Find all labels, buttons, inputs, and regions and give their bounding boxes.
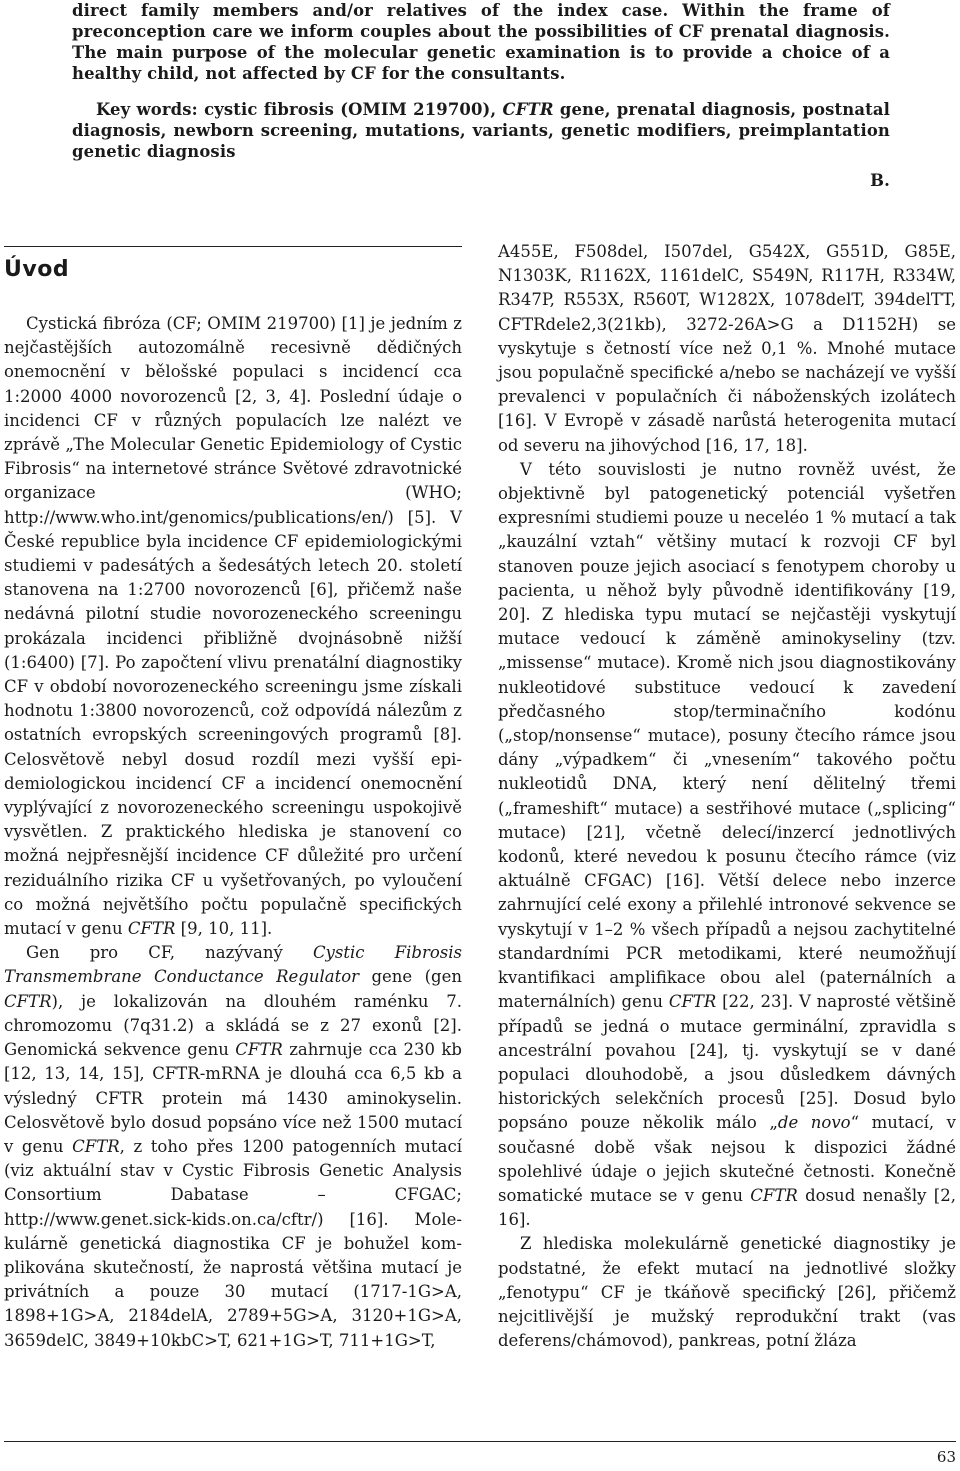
text-run: V této souvislosti je nutno rovněž uvést, že objektivně byl patogenetický potenciál vyšetřen expresními studiemi pouze u neceléo 1 % mutací a tak „kauzální vztah“ většiny mutací k rozvoji CF byl stanoven pouze jejich asociací s fenotypem choroby u pacienta, u něhož byly původně identifikovány [19, 20]. Z hlediska typu mutací se nejčastěji vyskytují mutace vedoucí k záměně aminokyseliny (tzv. „missense“ mutace). Kromě nich jsou diagnostikovány nukleotidové substituce vedoucí k zavedení předčasného stop/terminačního kodónu („stop/nonsense“ mutace), posuny čtecího rámce jsou dány „výpadkem“ či „vnesením“ takového počtu nukleotidů DNA, který není dělitelný třemi („frameshift“ mutace) a sestřihové mutace („splicing“ mutace) [21], včetně delecí/inzercí jednotlivých kodonů, které nevedou k posunu čtecího rámce (viz aktuálně CFGAC) [16]. Větší delece nebo inzerce zahrnující celé exony a přilehlé intronové sekvence se vyskytují v 1–2 % všech případů a nejsou zachytitelné standardními PCR metodikami, které neumožňují kvantifikaci amplifikace obou alel (paternálních a maternálních) genu [498,459,956,1012]
right-paragraph-2 [498,458,956,1233]
left-paragraph-2 [4,941,462,1352]
section-rule-left [4,246,462,247]
text-run: , z toho přes 1200 patogenních mutací (viz aktuální stav v Cystic Fibrosis Genetic Analysis Consortium Dabatase – CFGAC; http://www.genet.sick-kids.on.ca/cftr/) [16]. Molekulárně genetická diagnostika CF je bohužel komplikována skutečností, že naprostá většina mutací je privátních a pouze 30 mutací (1717-1G>A, 1898+1G>A, 2184delA, 2789+5G>A, 3120+1G>A, 3659delC, 3849+10kbC>T, 621+1G>T, 711+1G>T, [4,1136,462,1350]
text-run: “ mutací, v současné době však nejsou k dispozici žádné spolehlivé údaje o jejich skutečné četnosti. Konečně somatické mutace se v genu [498,1113,957,1205]
gene-name: CFTR [4,991,52,1011]
gene-name: CFTR [235,1040,283,1060]
abstract-paragraph: direct family members and/or relatives of the index case. Within the frame of preconception care we inform couples about the possibilities of CF prenatal diagnosis. The main purpose of the molecular genetic examination is to provide a choice of a healthy child, not affected by CF for the consultants. [72,1,890,83]
text-run: ), je lokalizován na dlouhém raménku 7. chromozomu (7q31.2) a skládá se z 27 exonů [2]. Genomická sekvence genu [4,991,462,1060]
right-paragraph-1: A455E, F508del, I507del, G542X, G551D, G85E, N1303K, R1162X, 1161delC, S549N, R117H, R334W, R347P, R553X, R560T, W1282X, 1078delT, 394delTT, CFTRdele2,3(21kb), 3272-26A>G a D1152H) se vyskytuje s četností více než 0,1 %. Mnohé mutace jsou populačně specifické a/nebo se nacházejí ve vyšší prevalenci v populačních či náboženských izolátech [16]. V Evropě v zásadě narůstá heterogenita mutací od severu na jihovýchod [16, 17, 18]. [498,242,956,455]
keywords-line [72,99,890,162]
gene-full-name: Cystic Fibrosis Transmembrane Conductance Regulator [4,943,462,987]
text-run: gene (gen [359,967,462,987]
keywords-gene: CFTR [502,100,554,119]
abstract-block [72,0,890,191]
text-run: Gen pro CF, nazývaný [26,943,313,963]
footer-rule [4,1441,956,1442]
de-novo-term: de novo [777,1113,851,1133]
abstract-signature: B. [870,171,890,190]
gene-name: CFTR [750,1185,798,1205]
left-column [4,312,462,1353]
gene-name: CFTR [127,919,176,939]
text-run: [22, 23]. V naprosté většině případů se jedná o mutace germinální, zpravidla s ancestrální povahou [24], tj. vyskytují se v dané populaci dlouhodobě, a jsou důsledkem dávných historických selekčních procesů [25]. Dosud bylo popsáno pouze několik málo „ [498,992,956,1133]
keywords-rest: gene, prenatal diagnosis, postnatal diagnosis, newborn screening, mutations, variants, genetic modifiers, preimplantation genetic diagnosis [72,100,890,161]
page-number: 63 [936,1448,956,1466]
text-run: zahrnuje cca 230 kb [12, 13, 14, 15], CFTR-mRNA je dlouhá cca 6,5 kb a výsledný CFTR protein má 1430 aminokyselin. Celosvětově bylo dosud popsáno více než 1500 mutací v genu [4,1040,462,1156]
gene-name: CFTR [72,1136,120,1156]
text-run: Cystická fibróza (CF; OMIM 219700) [1] je jedním z nejčastějších autozomálně recesivně dědičných onemocnění v bělošské populaci s incidencí cca 1:2000 4000 novorozenců [2, 3, 4]. Poslední údaje o incidenci CF v různých populacích lze nalézt ve zprávě „The Molecular Genetic Epidemiology of Cystic Fibrosis“ na internetové stránce Světové zdravotnické organizace (WHO; http://www.who.int/genomics/publications/en/) [5]. V České republice byla incidence CF epidemiologickými studiemi v padesátých a šedesátých letech 20. století stanovena na 1:2700 novorozenců [6], přičemž naše nedávná pilotní studie novorozeneckého screeningu prokázala incidenci přibližně dvojnásobně nižší (1:6400) [7]. Po započtení vlivu prenatální diagnostiky CF v období novorozeneckého screeningu jsme získali hodnotu 1:3800 novorozenců, což odpovídá nálezům z ostatních evropských screeningových programů [8]. Celosvětově nebyl dosud rozdíl mezi vyšší epidemiologickou incidencí CF a incidencí onemocnění vyplývající z novorozeneckého screeningu uspokojivě vysvětlen. Z praktického hlediska je stanovení co možná nejpřesnější incidence CF důležité pro určení reziduálního rizika CF u vyšetřovaných, po vyloučení co možná největšího počtu populačně specifických mutací v genu [4,314,462,939]
text-run: [9, 10, 11]. [175,919,273,939]
right-column [498,240,956,1353]
keywords-prefix: Key words: cystic fibrosis (OMIM 219700), [96,100,503,119]
gene-name: CFTR [668,992,717,1012]
section-heading: Úvod [4,257,70,282]
text-run: dosud nenašly [2, 16]. [498,1185,956,1230]
right-paragraph-3: Z hlediska molekulárně genetické diagnostiky je podstatné, že efekt mutací na jednotlivé složky „fenotypu“ CF je tkáňově specifický [26], přičemž nejcitlivější je mužský reprodukční trakt (vas deferens/chámovod), pankreas, potní žláza [498,1234,956,1351]
left-paragraph-1 [4,312,462,941]
